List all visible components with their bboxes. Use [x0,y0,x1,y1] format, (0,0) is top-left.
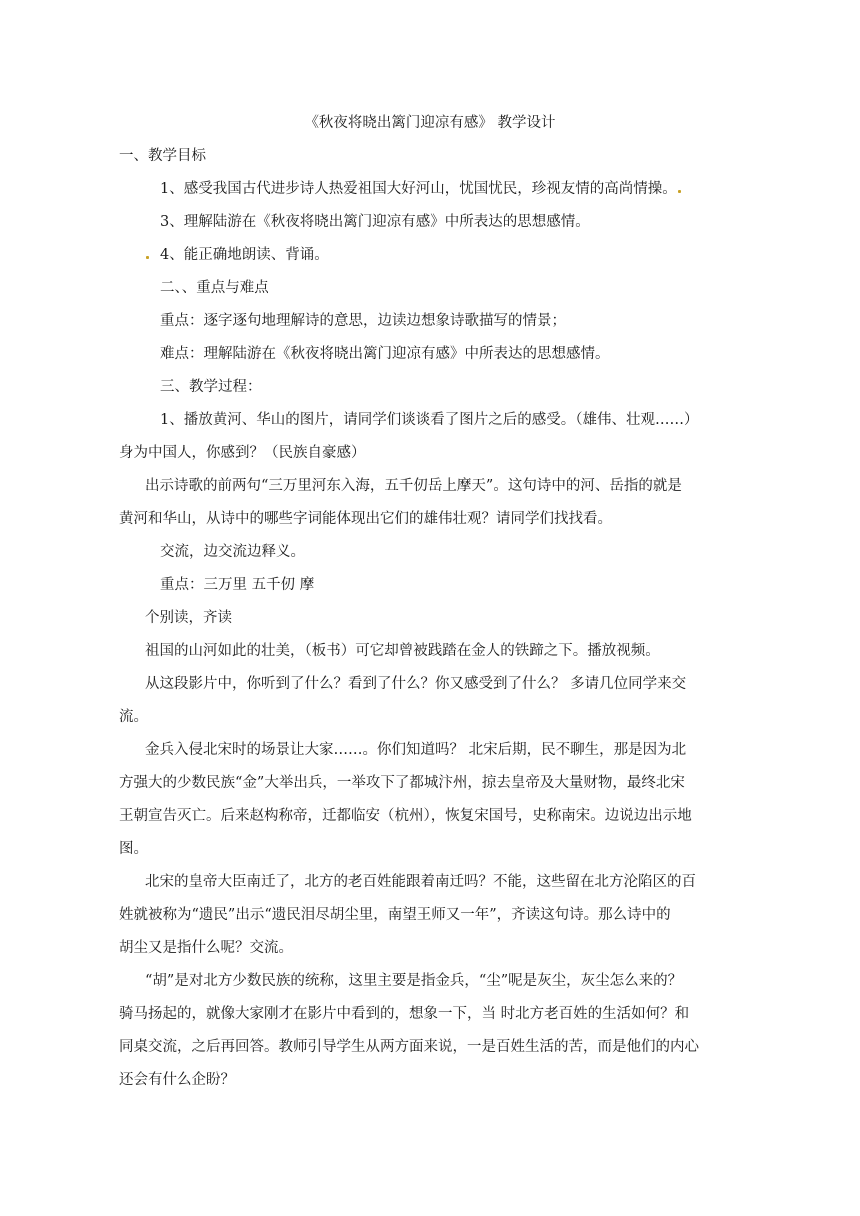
text-line: 图。 [119,841,148,857]
text-line: 个别读，齐读 [145,610,232,626]
text-line: 1、播放黄河、华山的图片，请同学们谈谈看了图片之后的感受。（雄伟、壮观……） [160,412,699,428]
text-line: 1、感受我国古代进步诗人热爱祖国大好河山，忧国忧民，珍视友情的高尚情操。 [160,179,682,199]
section-heading-keypoints: 二、、重点与难点 [160,280,269,296]
text-line: 流。 [119,709,148,725]
text-line: 重点：三万里 五千仞 摩 [160,577,315,593]
text-line: 姓就被称为“遗民”出示“遗民泪尽胡尘里，南望王师又一年”，齐读这句诗。那么诗中的 [119,907,671,923]
text-line: 金兵入侵北宋时的场景让大家……。你们知道吗？ 北宋后期，民不聊生，那是因为北 [145,742,687,758]
text-line: 祖国的山河如此的壮美，（板书）可它却曾被践踏在金人的铁蹄之下。播放视频。 [145,643,660,659]
text-line: 北宋的皇帝大臣南迁了，北方的老百姓能跟着南迁吗？不能，这些留在北方沦陷区的百 [145,874,696,890]
text-line: 方强大的少数民族“金”大举出兵，一举攻下了都城汴州，掠去皇帝及大量财物，最终北宋 [119,775,685,791]
text-line: 3、理解陆游在《秋夜将晓出篱门迎凉有感》中所表达的思想感情。 [160,214,590,230]
document-title: 《秋夜将晓出篱门迎凉有感》 教学设计 [304,115,556,131]
text-line: 同桌交流，之后再回答。教师引导学生从两方面来说，一是百姓生活的苦，而是他们的内心 [119,1039,699,1055]
text-line: 难点：理解陆游在《秋夜将晓出篱门迎凉有感》中所表达的思想感情。 [160,346,610,362]
text-line: 黄河和华山，从诗中的哪些字词能体现出它们的雄伟壮观？请同学们找找看。 [119,511,612,527]
text-line: 出示诗歌的前两句“三万里河东入海，五千仞岳上摩天”。这句诗中的河、岳指的就是 [145,478,682,494]
text-line: 王朝宣告灭亡。后来赵构称帝，迁都临安（杭州），恢复宋国号，史称南宋。边说边出示地 [119,808,692,824]
text-line: 4、能正确地朗读、背诵。 [145,245,329,265]
text-line: 骑马扬起的，就像大家刚才在影片中看到的，想象一下，当 时北方老百姓的生活如何？和 [119,1006,690,1022]
text-line: 身为中国人，你感到？（民族自豪感） [119,445,366,461]
text-line: “胡”是对北方少数民族的统称，这里主要是指金兵，“尘”呢是灰尘，灰尘怎么来的？ [145,973,683,989]
text-line: 交流，边交流边释义。 [160,544,305,560]
section-heading-process: 三、教学过程： [160,379,262,395]
section-heading-objectives: 一、教学目标 [119,148,206,164]
text-line: 重点：逐字逐句地理解诗的意思，边读边想象诗歌描写的情景； [160,313,566,329]
decorative-dot [146,256,149,259]
text-line: 胡尘又是指什么呢？交流。 [119,940,293,956]
text-line: 还会有什么企盼？ [119,1072,235,1088]
text-line: 从这段影片中，你听到了什么？看到了什么？你又感受到了什么？ 多请几位同学来交 [145,676,687,692]
decorative-dot [678,190,681,193]
